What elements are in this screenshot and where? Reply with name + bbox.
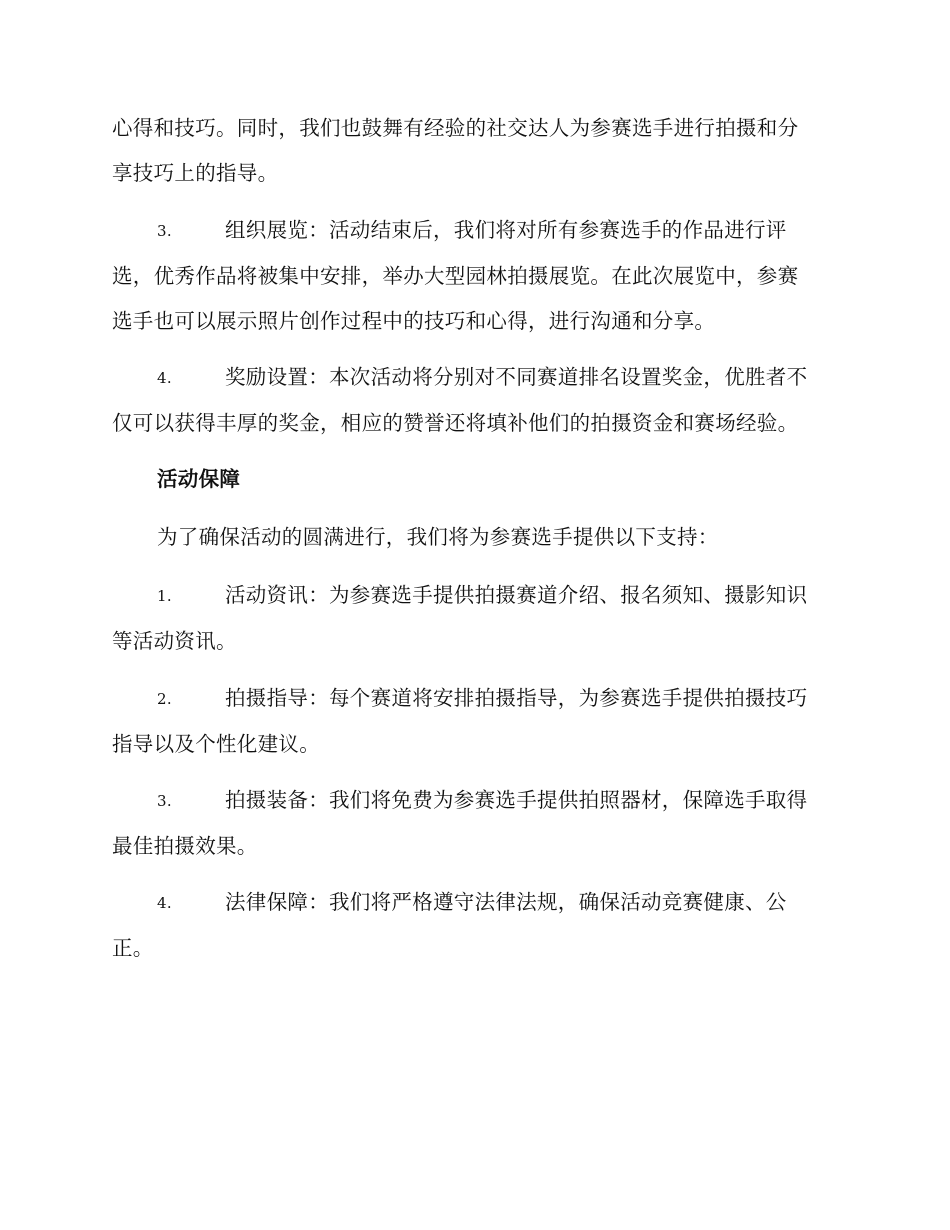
paragraph-line: 正。 <box>112 936 154 960</box>
paragraph-line: 指导以及个性化建议。 <box>112 732 320 756</box>
list-number: 4. <box>157 894 172 912</box>
support-item-news <box>112 573 834 664</box>
continuation-paragraph <box>112 106 834 196</box>
list-item-text: 活动资讯：为参赛选手提供拍摄赛道介绍、报名须知、摄影知识 <box>225 583 808 607</box>
paragraph-line: 仅可以获得丰厚的奖金，相应的赞誉还将填补他们的拍摄资金和赛场经验。 <box>112 411 799 435</box>
list-item-text: 奖励设置：本次活动将分别对不同赛道排名设置奖金，优胜者不 <box>225 365 808 389</box>
list-item-text: 拍摄装备：我们将免费为参赛选手提供拍照器材，保障选手取得 <box>225 788 808 812</box>
paragraph-line: 心得和技巧。同时，我们也鼓舞有经验的社交达人为参赛选手进行拍摄和分 <box>112 116 799 140</box>
list-item-text: 法律保障：我们将严格遵守法律法规，确保活动竞赛健康、公 <box>225 890 787 914</box>
list-number: 1. <box>157 587 172 605</box>
paragraph-line: 享技巧上的指导。 <box>112 161 279 185</box>
list-item-exhibition <box>112 208 834 344</box>
list-item-text: 组织展览：活动结束后，我们将对所有参赛选手的作品进行评 <box>225 218 787 242</box>
support-item-guidance <box>112 676 834 767</box>
list-item-awards <box>112 355 834 446</box>
list-number: 2. <box>157 690 172 708</box>
paragraph-line: 选手也可以展示照片创作过程中的技巧和心得，进行沟通和分享。 <box>112 309 716 333</box>
support-item-equipment <box>112 778 834 869</box>
paragraph-line: 最佳拍摄效果。 <box>112 834 258 858</box>
list-number: 3. <box>157 792 172 810</box>
paragraph-line: 等活动资讯。 <box>112 629 237 653</box>
support-item-legal <box>112 880 834 971</box>
paragraph-line: 选，优秀作品将被集中安排，举办大型园林拍摄展览。在此次展览中，参赛 <box>112 264 799 288</box>
section-intro: 为了确保活动的圆满进行，我们将为参赛选手提供以下支持： <box>157 525 719 549</box>
section-heading: 活动保障 <box>157 467 241 491</box>
list-item-text: 拍摄指导：每个赛道将安排拍摄指导，为参赛选手提供拍摄技巧 <box>225 686 808 710</box>
list-number: 3. <box>157 222 172 240</box>
list-number: 4. <box>157 369 172 387</box>
